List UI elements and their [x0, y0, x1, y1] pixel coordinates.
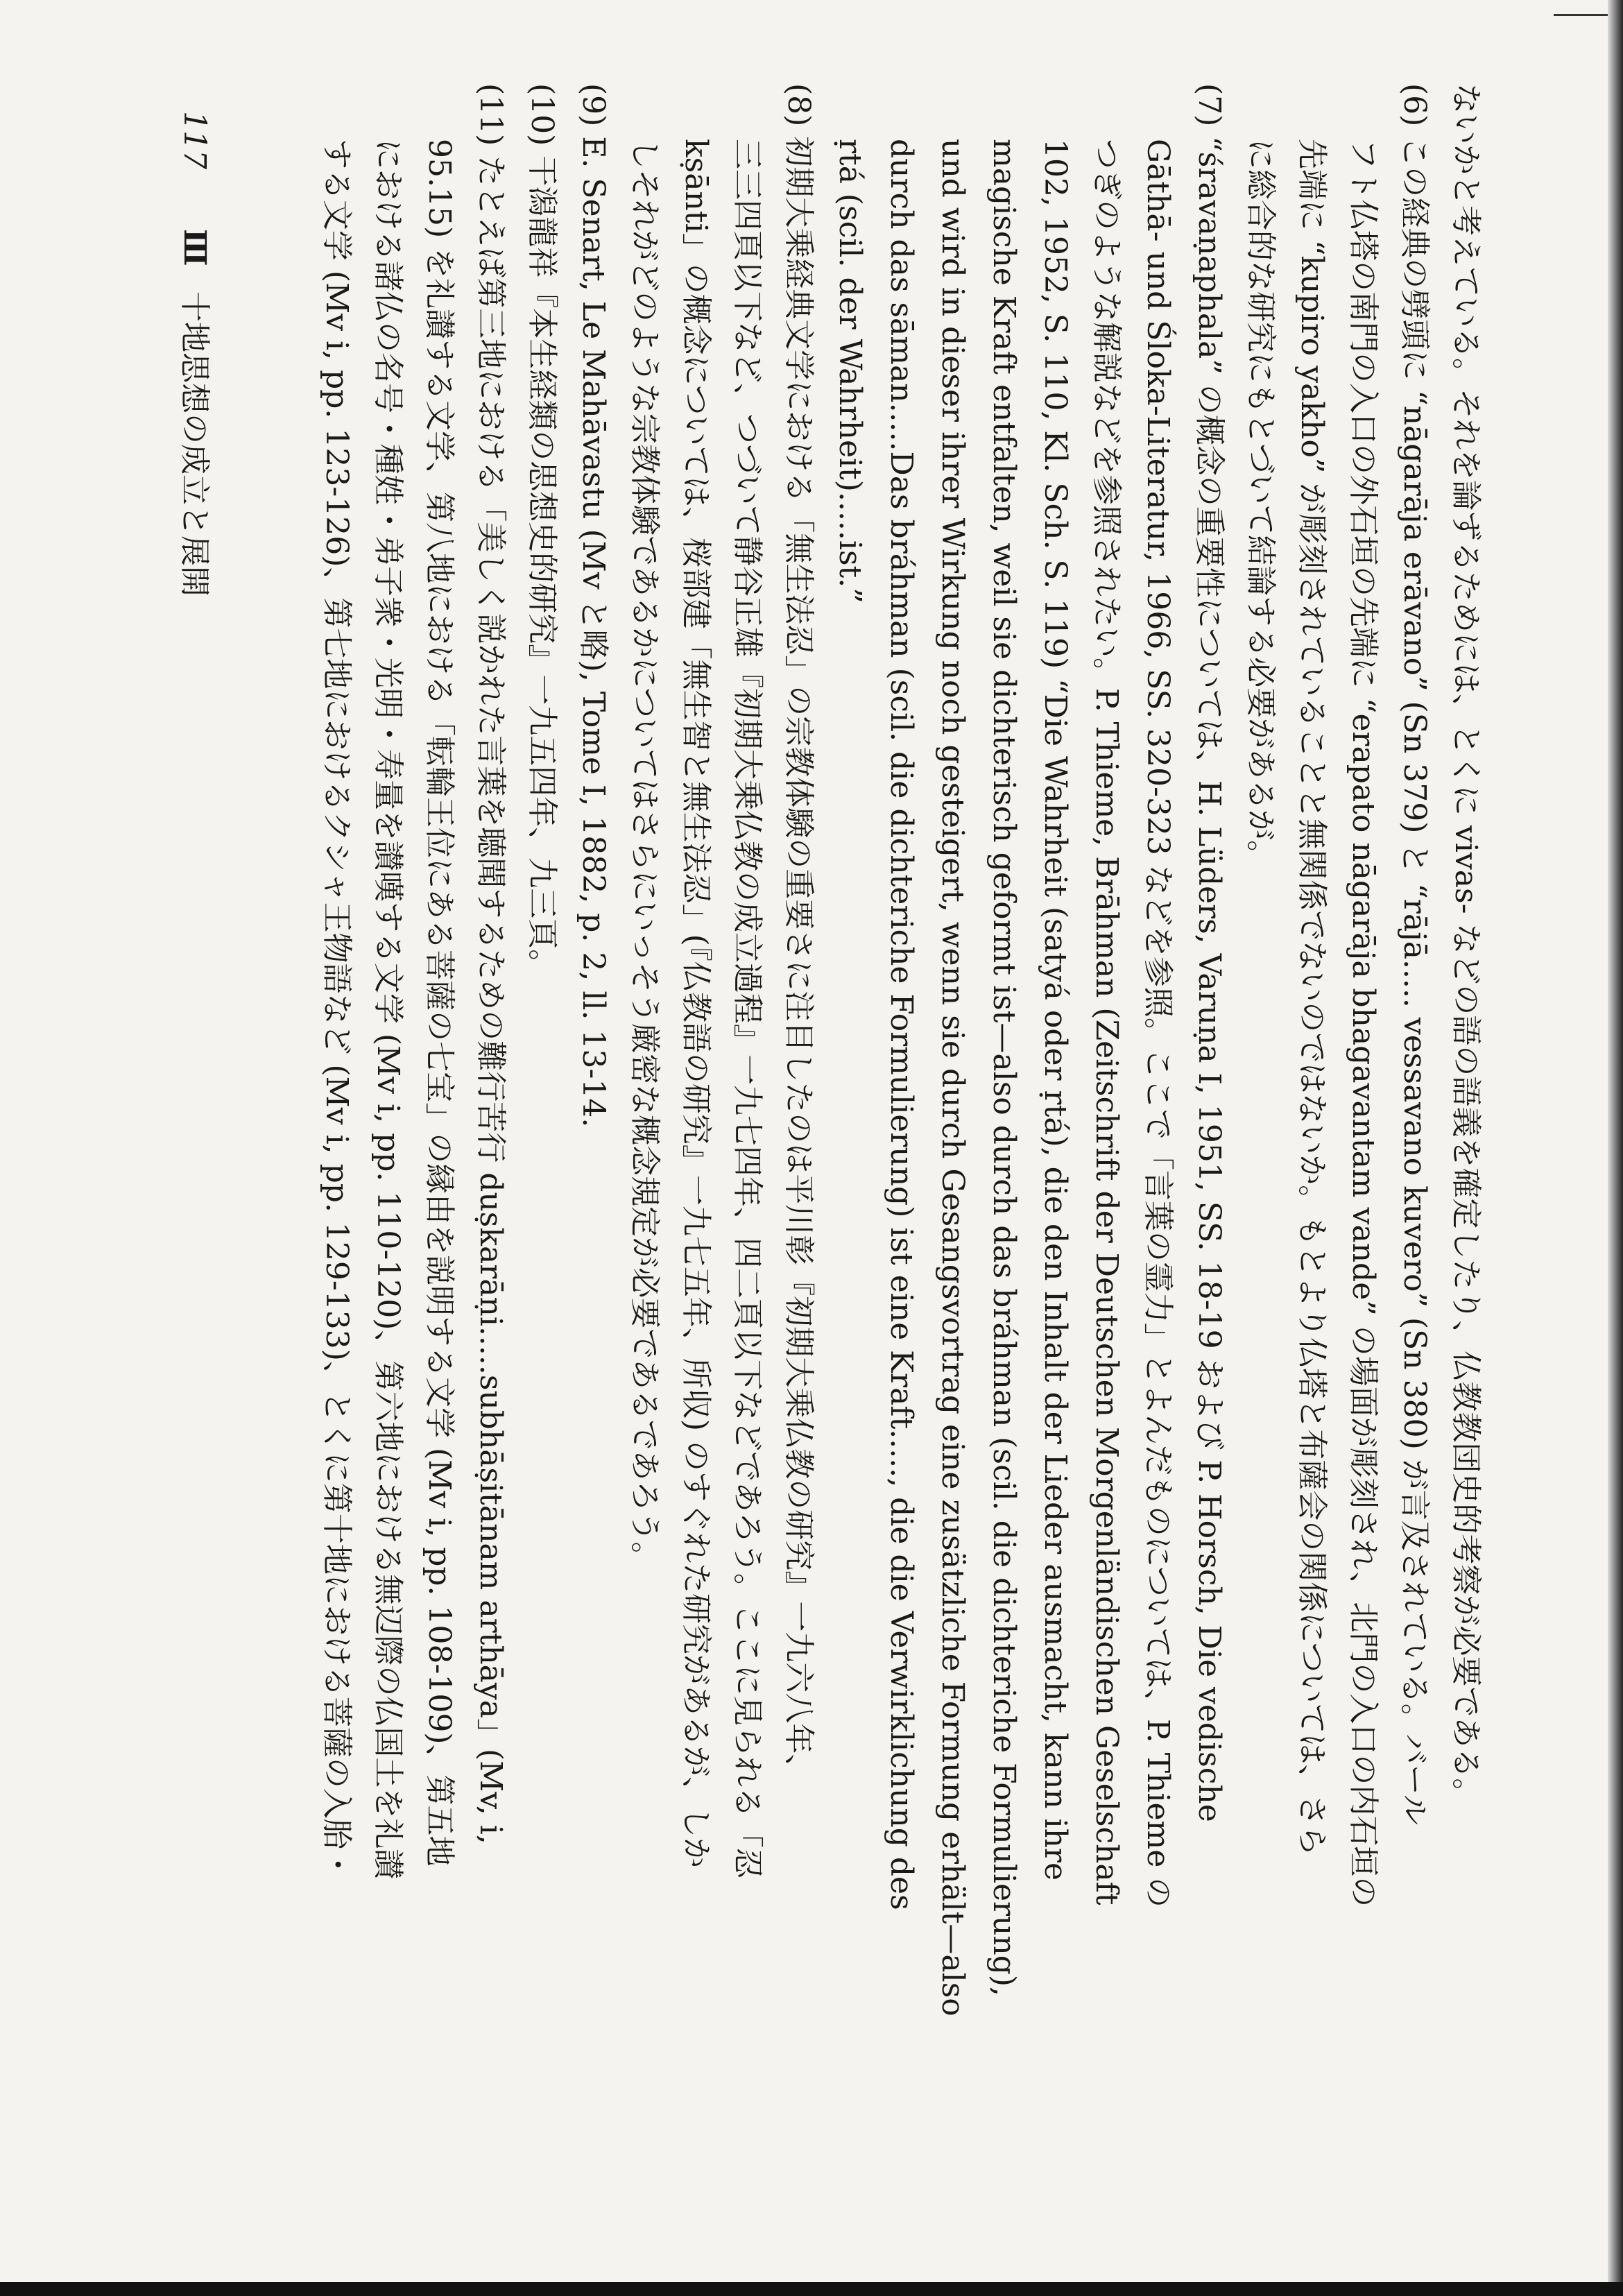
- scan-edge-right: [1608, 0, 1623, 2296]
- text-line: kṣānti」の概念については、桜部建「無生智と無生法忍」(『仏教語の研究』一九七五年、所収) のすぐれた研究があるが、しか: [678, 139, 714, 1868]
- note-8-line: (8) 初期大乗経典文学における「無生法忍」の宗教体験の重要さに注目したのは平川彰『初期大乗仏教の研究』一九六八年、: [781, 83, 816, 1785]
- rotated-page: [132, 83, 1491, 2150]
- text-line: つぎのような解説などを参照されたい。P. Thieme, Brāhman (Zeitschrift der Deutschen Morgenländischen Geselschaft: [1089, 139, 1124, 1905]
- note-11-line: (11) たとえば第三地における「美しく説かれた言葉を聴聞するための難行苦行 duṣkarāṇi.....subhāṣitānam arthāya」(Mv, i,: [473, 83, 508, 1844]
- text-line: 先端に “kupiro yakho” が彫刻されていることと無関係でないのではないか。もとより仏塔と布薩会の関係については、さら: [1294, 139, 1330, 1856]
- text-line: 95.15) を礼讃する文学、第八地における「転輪王位にある菩薩の七宝」の縁由を説明する文学 (Mv i, pp. 108-109)、第五地: [422, 139, 457, 1867]
- text-line: ないかと考えている。それを論ずるためには、とくに vivas- などの語の語義を確定したり、仏教教団史的考察が必要である。: [1448, 83, 1484, 1809]
- note-9-line: (9) E. Senart, Le Mahāvastu (Mv と略), Tome I, 1882, p. 2, ll. 13-14.: [576, 83, 611, 1128]
- text-line: Gāthā- und Śloka-Literatur, 1966, SS. 320-323 などを参照。ここで「言葉の霊力」とよんだものについては、P. Thieme の: [1140, 139, 1176, 1908]
- note-10-line: (10) 干潟龍祥『本生経類の思想史的研究』一九五四年、九三頁。: [524, 83, 560, 980]
- text-line: における諸仏の名号・種姓・弟子衆・光明・寿量を讃嘆する文学 (Mv i, pp. 110-120)、第六地における無辺際の仏国土を礼讃: [370, 139, 406, 1880]
- text-line: フト仏塔の南門の入口の外石垣の先端に “erapato nāgarāja bhagavantam vande” の場面が彫刻され、北門の入口の内石垣の: [1346, 139, 1381, 1908]
- text-line: durch das sāman.....Das bráhman (scil. die dichteriche Formulierung) ist eine Kraft....., die die Verwirklichung des: [884, 139, 919, 1910]
- text-line: ṛtá (scil. der Wahrheit).....ist.”: [832, 139, 868, 603]
- text-line: する文学 (Mv i, pp. 123-126)、第七地におけるクシャ王物語など (Mv i, pp. 129-133)、とくに第十地における菩薩の入胎・: [319, 139, 354, 1880]
- page-footer: [166, 83, 222, 2150]
- text-line: und wird in dieser ihrer Wirkung noch gesteigert, wenn sie durch Gesangsvortrag eine zusätzliche Formung erhält—also: [935, 139, 970, 2016]
- note-7-line: (7) “śravaṇaphala” の概念の重要性については、H. Lüders, Varuṇa I, 1951, SS. 18-19 および P. Horsch, Die vedische: [1192, 83, 1227, 1822]
- text-body: [311, 83, 1491, 2150]
- text-line: 102, 1952, S. 110, Kl. Sch. S. 119) “Die Wahrheit (satyá oder ṛtá), die den Inhalt der Lieder ausmacht, kann ihre: [1038, 139, 1073, 1881]
- text-line: magische Kraft entfalten, weil sie dichterisch geformt ist—also durch das bráhman (scil. die dichteriche Formulierung),: [986, 139, 1022, 1997]
- page-number: 117: [177, 111, 212, 169]
- text-line: 三三四頁以下など、つづいて静谷正雄『初期大乗仏教の成立過程』一九七四年、四二頁以下などであろう。ここに見られる「忍: [730, 139, 765, 1878]
- chapter-title: 十地思想の成立と展開: [177, 291, 212, 597]
- text-line: に総合的な研究にもとづいて結論する必要があるが。: [1243, 139, 1278, 871]
- scan-edge-bottom: [0, 2282, 1623, 2296]
- note-6-line: (6) この経典の劈頭に “nāgarāja erāvano” (Sn 379) と “rājā..... vessavano kuvero” (Sn 380) が言及されている。バール: [1397, 83, 1432, 1825]
- text-line: しそれがどのような宗教体験であるかについてはさらにいっそう厳密な概念規定が必要であるであろう。: [627, 139, 662, 1573]
- chapter-number: Ⅲ: [177, 229, 212, 266]
